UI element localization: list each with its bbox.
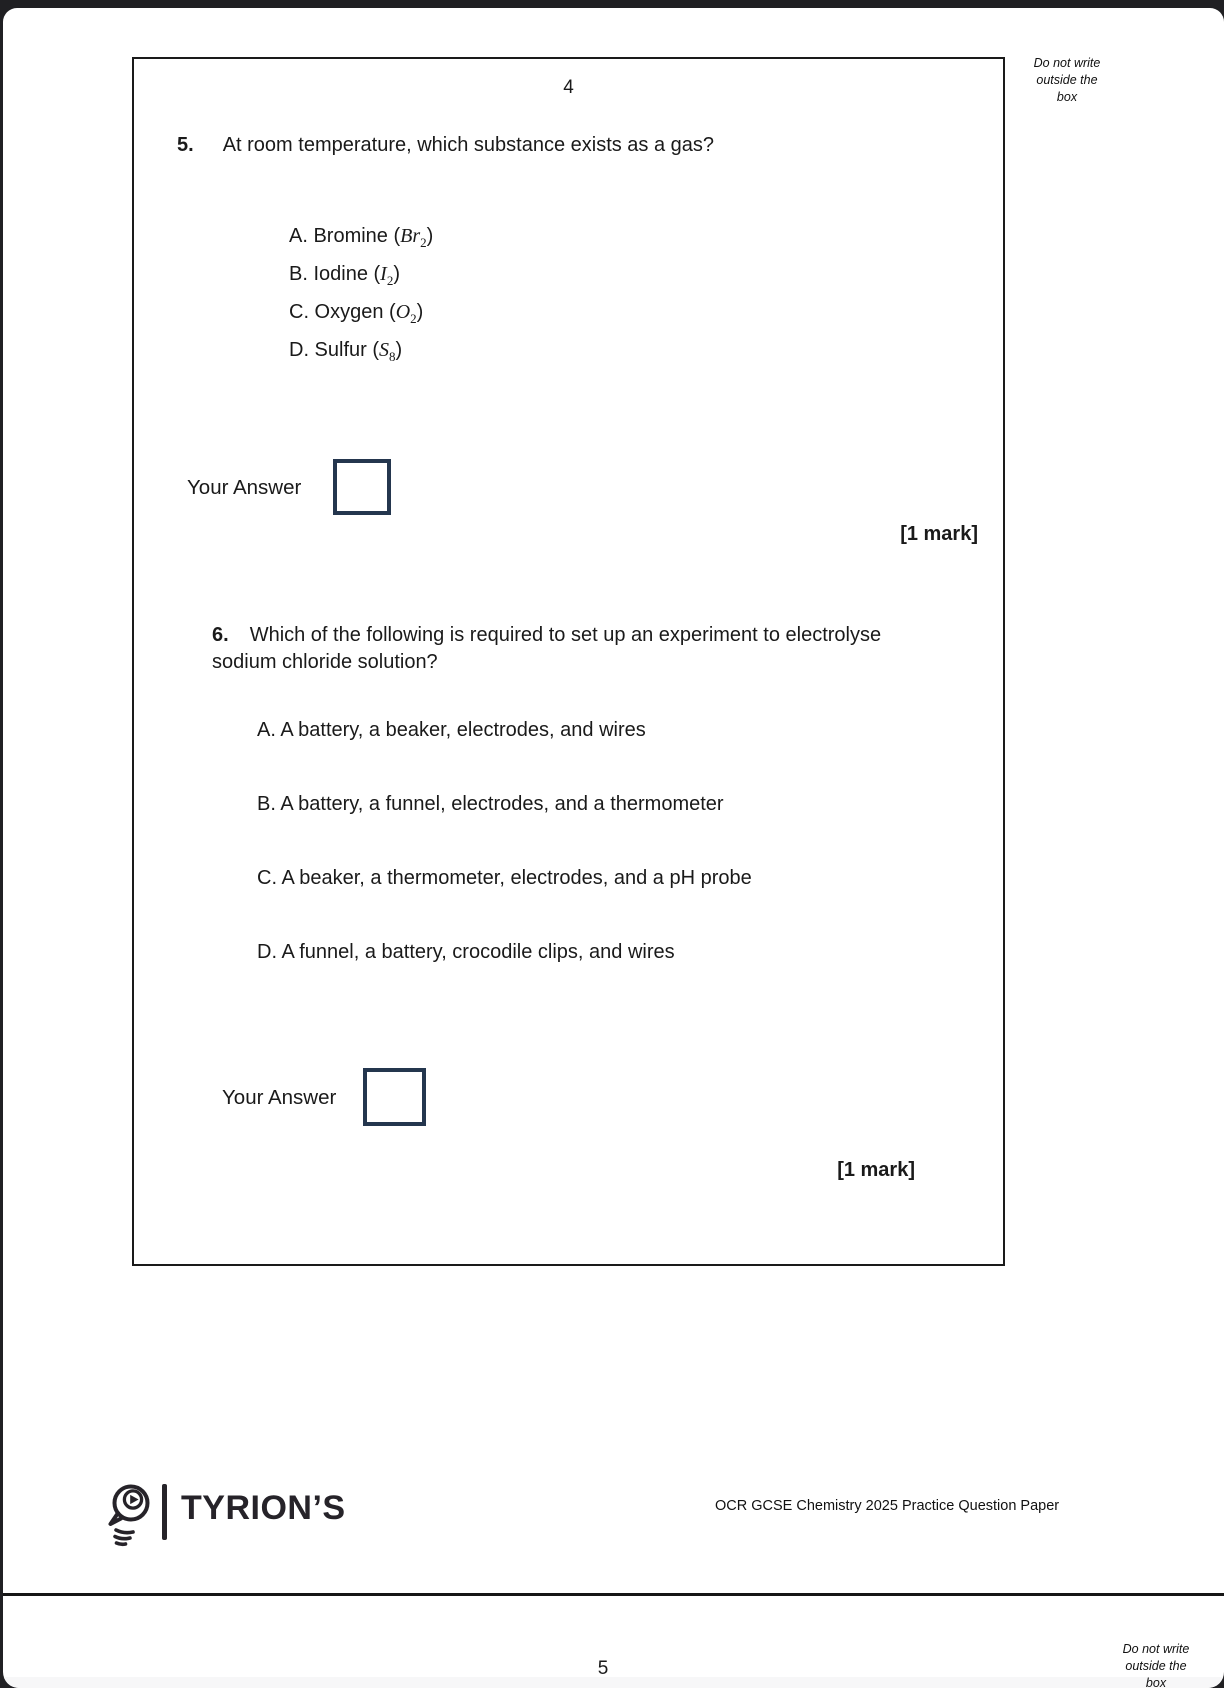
logo-divider <box>162 1484 167 1540</box>
option-text: ) <box>395 339 403 361</box>
margin-note-line: outside the <box>1036 73 1098 87</box>
q5-option-b <box>289 263 433 301</box>
q6-options <box>257 719 752 1015</box>
margin-note-top <box>1019 55 1115 106</box>
q5-text: At room temperature, which substance exists as a gas? <box>222 134 715 156</box>
lightbulb-play-icon <box>103 1482 157 1550</box>
next-page-number: 5 <box>597 1658 609 1679</box>
q5-option-c <box>289 301 433 339</box>
q5-option-a <box>289 225 433 263</box>
page-separator <box>3 1593 1224 1596</box>
question-6 <box>212 622 881 675</box>
q6-number: 6. <box>212 624 229 646</box>
option-text: C. Oxygen ( <box>289 301 396 323</box>
doc-title: OCR GCSE Chemistry 2025 Practice Question Paper <box>715 1498 1060 1514</box>
margin-note-line: outside the <box>1125 1659 1187 1673</box>
q6-marks: [1 mark] <box>837 1159 915 1181</box>
q6-option-c: C. A beaker, a thermometer, electrodes, and a pH probe <box>257 867 752 889</box>
formula-symbol: O <box>395 301 411 323</box>
formula-symbol: S <box>379 339 390 361</box>
option-text: A. Bromine ( <box>289 225 401 247</box>
q5-number: 5. <box>177 134 194 156</box>
option-text: D. Sulfur ( <box>289 339 380 361</box>
brand-logo <box>103 1482 403 1552</box>
q6-answer-label: Your Answer <box>222 1086 337 1109</box>
q5-marks: [1 mark] <box>900 523 978 545</box>
q6-option-a: A. A battery, a beaker, electrodes, and wires <box>257 719 646 741</box>
margin-note-line: Do not write <box>1033 56 1101 70</box>
q6-text-line2: sodium chloride solution? <box>212 650 438 673</box>
margin-note-line: box <box>1056 90 1078 104</box>
q6-option-b: B. A battery, a funnel, electrodes, and a thermometer <box>257 793 724 815</box>
formula-symbol: I <box>380 263 387 285</box>
q6-answer-box[interactable] <box>363 1068 426 1126</box>
brand-wordmark: TYRION’S <box>181 1489 346 1527</box>
formula-symbol: Br <box>400 225 421 247</box>
q5-options <box>289 225 433 377</box>
margin-note-line: box <box>1145 1676 1167 1688</box>
page-number: 4 <box>563 77 574 98</box>
document-page <box>3 8 1224 1688</box>
option-text: B. Iodine ( <box>289 263 381 285</box>
play-icon <box>130 1495 138 1504</box>
formula-subscript: 8 <box>389 349 396 364</box>
q5-option-d <box>289 339 433 377</box>
q5-answer-box[interactable] <box>333 459 391 515</box>
formula-subscript: 2 <box>410 311 417 326</box>
question-5 <box>177 133 714 158</box>
formula-subscript: 2 <box>386 273 394 288</box>
q6-line-1 <box>212 622 881 649</box>
q6-text-line1: Which of the following is required to set up an experiment to electrolyse <box>249 624 882 646</box>
question-frame <box>132 57 1005 1266</box>
margin-note-bottom <box>1108 1641 1204 1688</box>
q6-option-d: D. A funnel, a battery, crocodile clips, and wires <box>257 941 675 963</box>
option-text: ) <box>416 301 424 323</box>
q5-answer-label: Your Answer <box>187 476 302 499</box>
option-text: ) <box>393 263 401 285</box>
margin-note-line: Do not write <box>1122 1642 1190 1656</box>
option-text: ) <box>426 225 434 247</box>
formula-subscript: 2 <box>420 235 427 250</box>
